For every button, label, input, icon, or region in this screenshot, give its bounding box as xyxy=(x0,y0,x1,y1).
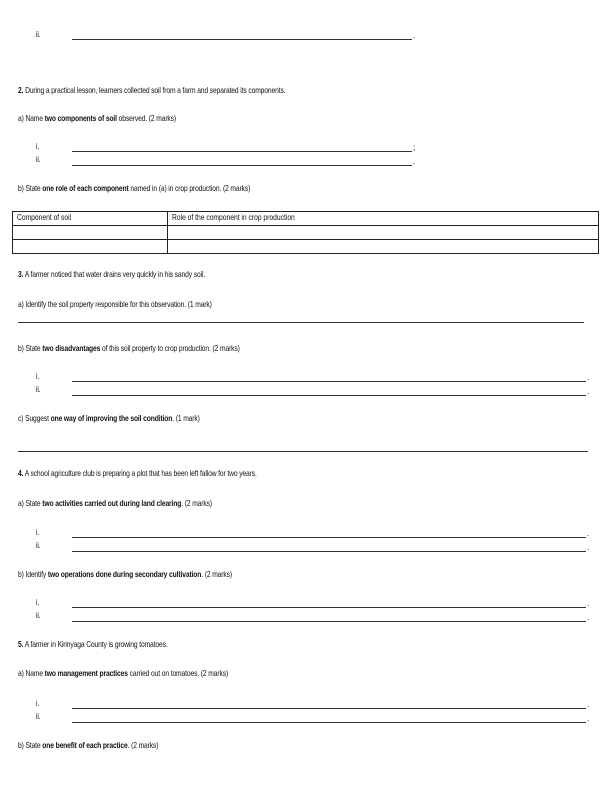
q4a-suffix: . (2 marks) xyxy=(181,499,212,508)
table-header-cell: Component of soil xyxy=(13,212,168,226)
q5-stem-text: A farmer in Kirinyaga County is growing tomatoes. xyxy=(24,640,168,649)
answer-line[interactable] xyxy=(18,322,584,323)
q3b-prefix: b) State xyxy=(18,344,43,353)
q4b-prefix: b) Identify xyxy=(18,570,48,579)
q5b-prompt xyxy=(18,741,158,750)
answer-line[interactable] xyxy=(72,708,586,709)
roman-i-label: i. xyxy=(36,528,40,537)
q4a-bold: two activities carried out during land clearing xyxy=(42,499,182,508)
q3-stem xyxy=(18,270,205,279)
answer-line[interactable] xyxy=(72,151,412,152)
answer-line[interactable] xyxy=(72,381,586,382)
q2-number: 2. xyxy=(18,86,24,95)
q4-stem-text: A school agriculture club is preparing a plot that has been left fallow for two years. xyxy=(24,469,257,478)
line-end-period: . xyxy=(587,373,590,382)
q3c-suffix: . (1 mark) xyxy=(172,414,200,423)
q5a-prompt xyxy=(18,669,228,678)
q4a-prefix: a) State xyxy=(18,499,43,508)
q4a-prompt xyxy=(18,499,212,508)
answer-line[interactable] xyxy=(18,451,588,452)
roman-i-label: i. xyxy=(36,372,40,381)
table-cell[interactable] xyxy=(13,240,168,254)
table-row xyxy=(13,240,599,254)
table-cell[interactable] xyxy=(168,240,599,254)
line-end-period: . xyxy=(587,700,590,709)
answer-line[interactable] xyxy=(72,537,586,538)
roman-i-label: i. xyxy=(36,142,40,151)
q3-number: 3. xyxy=(18,270,24,279)
q3c-prefix: c) Suggest xyxy=(18,414,51,423)
table-header-row xyxy=(13,212,599,226)
line-end-period: . xyxy=(587,387,590,396)
soil-components-table xyxy=(12,211,599,254)
q3c-bold: one way of improving the soil condition xyxy=(50,414,173,423)
q3-stem-text: A farmer noticed that water drains very quickly in his sandy soil. xyxy=(24,270,206,279)
q2a-suffix: observed. (2 marks) xyxy=(116,114,177,123)
q2b-prompt xyxy=(18,184,250,193)
q4-stem xyxy=(18,469,257,478)
answer-line[interactable] xyxy=(72,39,412,40)
q2a-prefix: a) Name xyxy=(18,114,45,123)
q5a-prefix: a) Name xyxy=(18,669,45,678)
q2a-prompt xyxy=(18,114,176,123)
answer-line[interactable] xyxy=(72,722,586,723)
answer-line[interactable] xyxy=(72,395,586,396)
roman-ii-label: ii. xyxy=(36,541,41,550)
q5a-bold: two management practices xyxy=(44,669,128,678)
q4b-bold: two operations done during secondary cultivation xyxy=(47,570,202,579)
q5a-suffix: carried out on tomatoes. (2 marks) xyxy=(127,669,229,678)
roman-ii-label: ii. xyxy=(36,385,41,394)
line-end-period: . xyxy=(413,157,416,166)
q5-number: 5. xyxy=(18,640,24,649)
line-end-period: . xyxy=(413,31,416,40)
line-end-period: . xyxy=(587,714,590,723)
q3b-suffix: of this soil property to crop production. (2 marks) xyxy=(100,344,240,353)
q4-number: 4. xyxy=(18,469,24,478)
line-end-period: . xyxy=(587,543,590,552)
table-cell[interactable] xyxy=(168,226,599,240)
q5b-suffix: . (2 marks) xyxy=(127,741,159,750)
q4b-prompt xyxy=(18,570,232,579)
table-row xyxy=(13,226,599,240)
q5-stem xyxy=(18,640,168,649)
q4b-suffix: . (2 marks) xyxy=(201,570,232,579)
q5b-prefix: b) State xyxy=(18,741,43,750)
answer-line[interactable] xyxy=(72,165,412,166)
q5b-bold: one benefit of each practice xyxy=(42,741,128,750)
table-header-cell: Role of the component in crop production xyxy=(168,212,599,226)
roman-ii-label: ii. xyxy=(36,611,41,620)
line-end-period: . xyxy=(587,599,590,608)
q2a-bold: two components of soil xyxy=(44,114,117,123)
roman-ii-label: ii. xyxy=(36,712,41,721)
answer-line[interactable] xyxy=(72,551,586,552)
q3b-prompt xyxy=(18,344,240,353)
q2-stem xyxy=(18,86,285,95)
roman-ii-label: ii. xyxy=(36,30,41,39)
q3b-bold: two disadvantages xyxy=(42,344,101,353)
q2b-suffix: named in (a) in crop production. (2 marks) xyxy=(128,184,251,193)
roman-i-label: i. xyxy=(36,699,40,708)
q3c-prompt xyxy=(18,414,200,423)
q3a-prompt: a) Identify the soil property responsible for this observation. (1 mark) xyxy=(18,300,212,309)
answer-line[interactable] xyxy=(72,607,586,608)
answer-line[interactable] xyxy=(72,621,586,622)
table-cell[interactable] xyxy=(13,226,168,240)
roman-i-label: i. xyxy=(36,598,40,607)
roman-ii-label: ii. xyxy=(36,155,41,164)
line-end-period: . xyxy=(587,613,590,622)
q2b-prefix: b) State xyxy=(18,184,43,193)
line-end-period: . xyxy=(587,529,590,538)
q2-stem-text: During a practical lesson, learners collected soil from a farm and separated its components. xyxy=(25,86,286,95)
q2b-bold: one role of each component xyxy=(42,184,129,193)
line-end-semicolon: ; xyxy=(413,143,416,152)
